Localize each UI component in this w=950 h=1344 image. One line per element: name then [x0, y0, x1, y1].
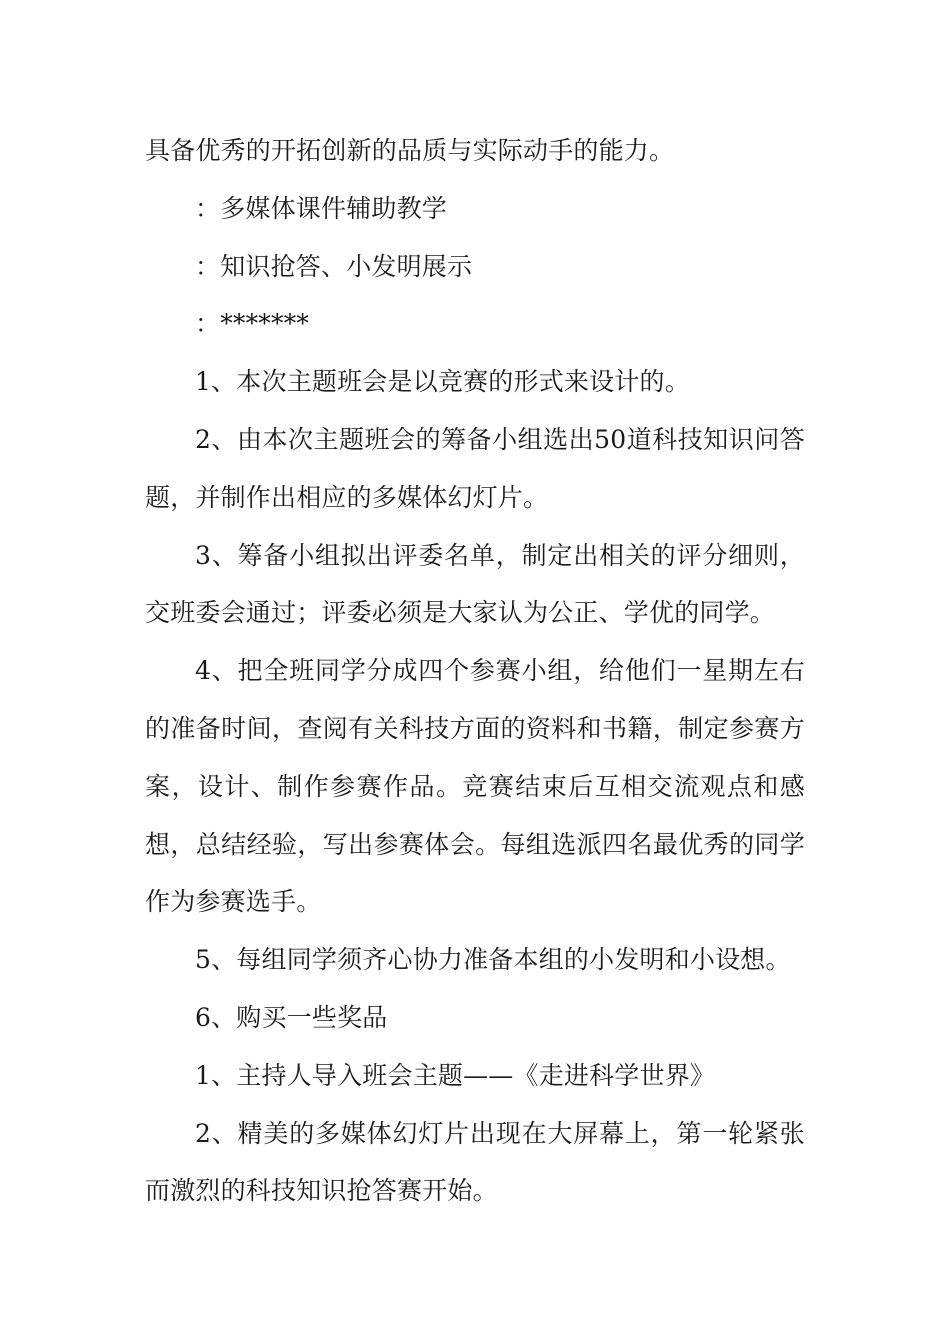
- paragraph-prep-5: 5、每组同学须齐心协力准备本组的小发明和小设想。: [195, 945, 791, 975]
- paragraph-prep-3: 3、筹备小组拟出评委名单，制定出相关的评分细则，交班委会通过；评委必须是大家认为公正、学优的同学。: [145, 540, 805, 628]
- document-body: [145, 122, 805, 1220]
- paragraph-process-2: 2、精美的多媒体幻灯片出现在大屏幕上，第一轮紧张而激烈的科技知识抢答赛开始。: [145, 1118, 805, 1206]
- paragraph-prep-4: 4、把全班同学分成四个参赛小组，给他们一星期左右的准备时间，查阅有关科技方面的资料和书籍，制定参赛方案，设计、制作参赛作品。竞赛结束后互相交流观点和感想，总结经验，写出参赛体会。每组选派四名最优秀的同学作为参赛选手。: [145, 656, 805, 917]
- paragraph-prep-6: 6、购买一些奖品: [195, 1002, 388, 1032]
- paragraph-method: ：多媒体课件辅助教学: [195, 193, 448, 223]
- paragraph-form: ：知识抢答、小发明展示: [195, 251, 473, 281]
- paragraph-prep-1: 1、本次主题班会是以竞赛的形式来设计的。: [195, 367, 690, 397]
- paragraph-prep-2: 2、由本次主题班会的筹备小组选出50道科技知识问答题，并制作出相应的多媒体幻灯片。: [145, 424, 805, 512]
- paragraph-placeholder: ：*******: [195, 309, 310, 339]
- paragraph-process-1: 1、主持人导入班会主题——《走进科学世界》: [195, 1060, 716, 1090]
- paragraph-continuation: 具备优秀的开拓创新的品质与实际动手的能力。: [145, 136, 675, 165]
